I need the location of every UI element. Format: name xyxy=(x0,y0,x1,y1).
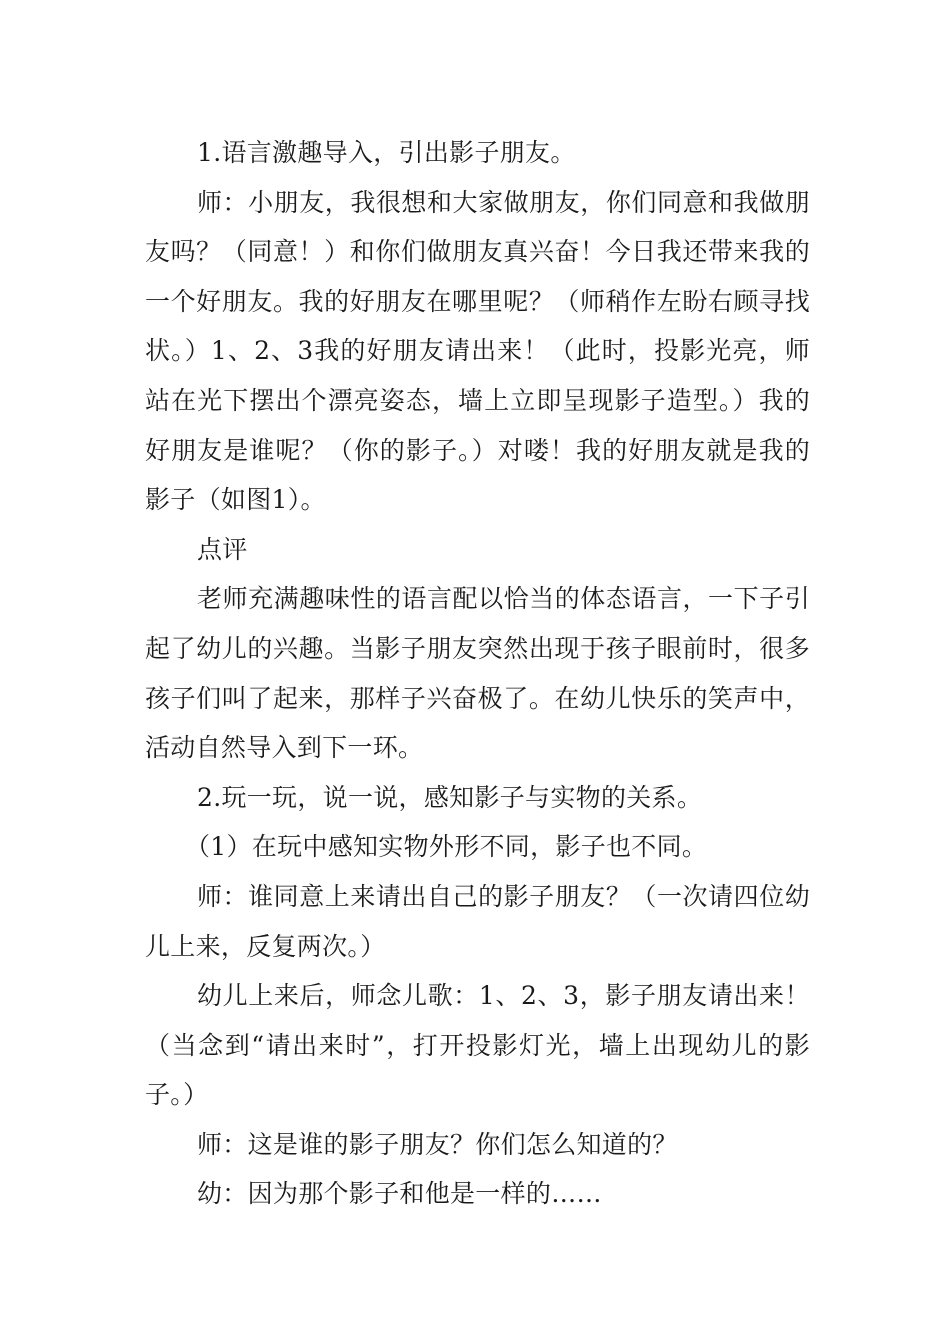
paragraph-child-answer: 幼：因为那个影子和他是一样的…… xyxy=(197,1179,602,1209)
paragraph-teacher-invite: 师：谁同意上来请出自己的影子朋友？（一次请四位幼儿上来，反复两次。） xyxy=(145,881,810,961)
heading-step-1: 1.语言激趣导入，引出影子朋友。 xyxy=(197,138,576,167)
paragraph-teacher-intro: 师：小朋友，我很想和大家做朋友，你们同意和我做朋友吗？（同意！）和你们做朋友真兴奋！今日我还带来我的一个好朋友。我的好朋友在哪里呢？（师稍作左盼右顾寻找状。）1、2、3我的好朋友请出来！（此时，投影光亮，师站在光下摆出个漂亮姿态，墙上立即呈现影子造型。）我的好朋友是谁呢？（你的影子。）对喽！我的好朋友就是我的影子（如图1）。 xyxy=(145,187,810,515)
document-body xyxy=(145,128,810,1219)
paragraph-teacher-question: 师：这是谁的影子朋友？你们怎么知道的？ xyxy=(197,1129,678,1159)
subheading-1: （1）在玩中感知实物外形不同，影子也不同。 xyxy=(185,832,708,862)
comment-label: 点评 xyxy=(197,534,248,564)
heading-step-2: 2.玩一玩，说一说，感知影子与实物的关系。 xyxy=(197,782,703,812)
paragraph-children-rhyme: 幼儿上来后，师念儿歌：1、2、3，影子朋友请出来！（当念到“请出来时”，打开投影灯光，墙上出现幼儿的影子。） xyxy=(145,981,810,1110)
paragraph-comment: 老师充满趣味性的语言配以恰当的体态语言，一下子引起了幼儿的兴趣。当影子朋友突然出现于孩子眼前时，很多孩子们叫了起来，那样子兴奋极了。在幼儿快乐的笑声中，活动自然导入到下一环。 xyxy=(145,584,810,763)
